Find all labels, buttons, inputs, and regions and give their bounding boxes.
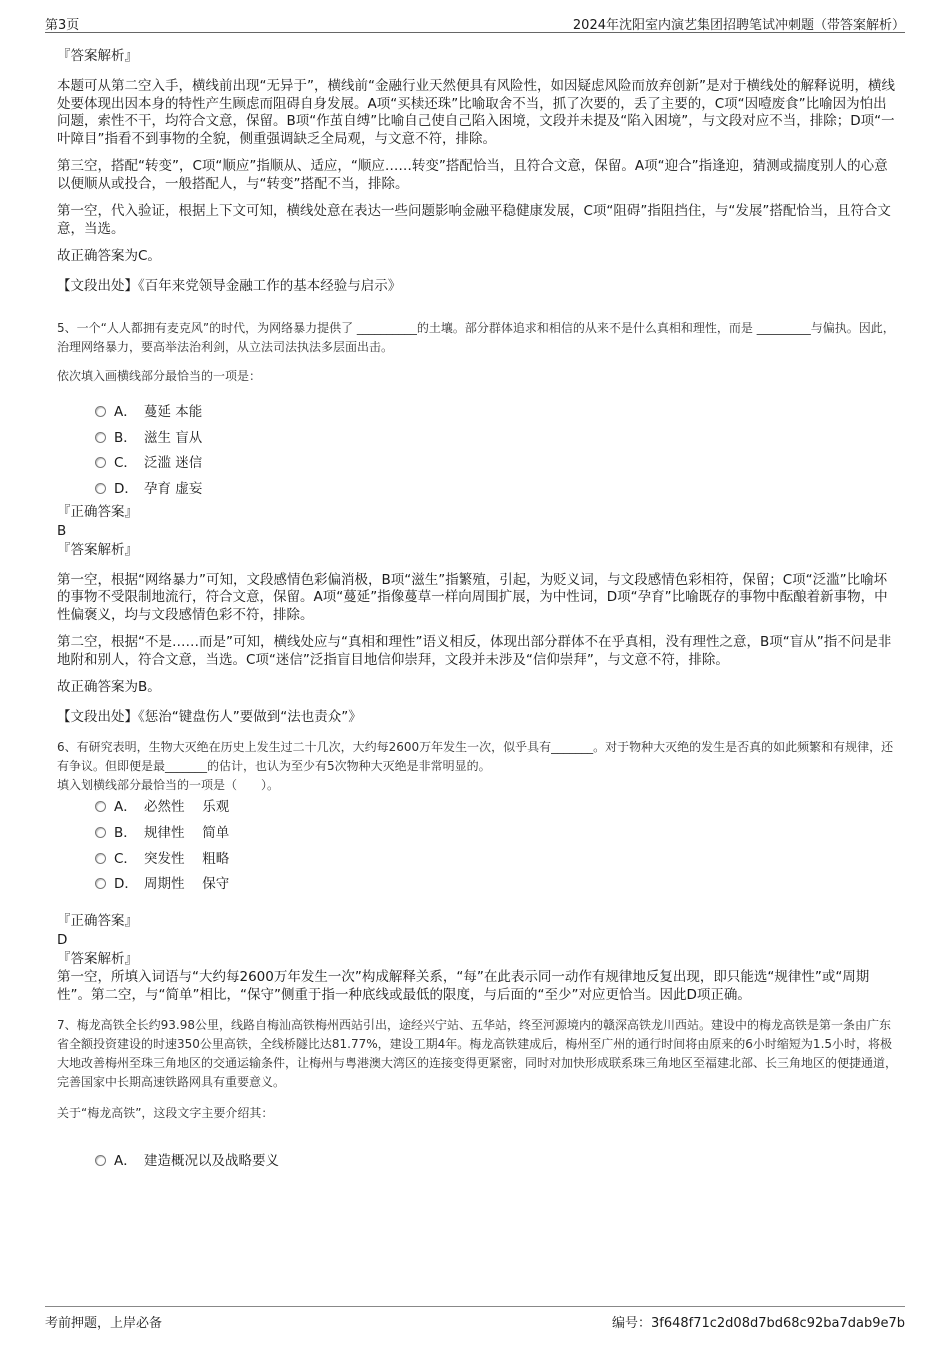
document-title: 2024年沈阳室内演艺集团招聘笔试冲刺题（带答案解析） [572,18,905,33]
radio-icon[interactable] [95,483,106,494]
radio-icon[interactable] [95,801,106,812]
radio-icon[interactable] [95,853,106,864]
q4-conclusion: 故正确答案为C。 [57,248,161,264]
q7-prompt: 关于“梅龙高铁”，这段文字主要介绍其： [57,1106,274,1120]
q6-answer-label: 『正确答案』 [57,913,138,929]
q4-analysis-label: 『答案解析』 [57,48,138,64]
q5-answer: B [57,522,67,539]
q5-option-d[interactable]: D． 孕育 虚妄 [95,477,898,503]
q4-analysis-para3: 第一空，代入验证，根据上下文可知，横线处意在表达一些问题影响金融平稳健康发展，C项“阻碍”指阻挡住，与“发展”搭配恰当，且符合文意，当选。 [57,203,891,237]
page-footer [45,1306,905,1329]
q6-option-b[interactable]: B． 规律性 简单 [95,821,898,847]
q6-analysis-label: 『答案解析』 [57,951,138,967]
q5-answer-label: 『正确答案』 [57,503,138,520]
q7-options [95,1149,898,1175]
q7-option-a[interactable]: A． 建造概况以及战略要义 [95,1149,898,1175]
radio-icon[interactable] [95,406,106,417]
footer-slogan: 考前押题，上岸必备 [45,1316,163,1331]
q5-option-b[interactable]: B． 滋生 盲从 [95,426,898,452]
q4-source: 【文段出处】《百年来党领导金融工作的基本经验与启示》 [57,277,402,294]
q4-analysis-para2: 第三空，搭配“转变”，C项“顺应”指顺从、适应，“顺应……转变”搭配恰当，且符合文意，保留。A项“迎合”指逢迎，猜测或揣度别人的心意以便顺从或投合，一般搭配人，与“转变”搭配不当，排除。 [57,158,888,192]
page-content [57,47,898,1175]
radio-icon[interactable] [95,1155,106,1166]
radio-icon[interactable] [95,457,106,468]
page-header [45,10,905,33]
q5-analysis-label: 『答案解析』 [57,541,138,558]
q5-stem: 5、一个“人人都拥有麦克风”的时代，为网络暴力提供了 __________的土壤。部分群体追求和相信的从来不是什么真相和理性，而是 _________与偏执。因此，治理网络暴力，要高举法治利剑，从立法司法执法多层面出击。 [57,321,895,354]
q5-prompt: 依次填入画横线部分最恰当的一项是： [57,369,262,383]
q6-prompt: 填入划横线部分最恰当的一项是（ ）。 [57,778,280,793]
q6-stem: 6、有研究表明，生物大灭绝在历史上发生过二十几次，大约每2600万年发生一次，似乎具有_______。对于物种大灭绝的发生是否真的如此频繁和有规律，还有争议。但即便是最_______的估计，也认为至少有5次物种大灭绝是非常明显的。 [57,740,894,774]
footer-id: 编号：3f648f71c2d08d7bd68c92ba7dab9e7b [611,1316,905,1331]
q6-analysis: 第一空，所填入词语与“大约每2600万年发生一次”构成解释关系，“每”在此表示同一动作有规律地反复出现，即只能选“规律性”或“周期性”。第二空，与“简单”相比，“保守”侧重于指一种底线或最低的限度，与后面的“至少”对应更恰当。因此D项正确。 [57,969,870,1003]
q7-stem: 7、梅龙高铁全长约93.98公里，线路自梅汕高铁梅州西站引出，途经兴宁站、五华站，终至河源境内的赣深高铁龙川西站。建设中的梅龙高铁是第一条由广东省全额投资建设的时速350公里高铁，全线桥隧比达81.77%，建设工期4年。梅龙高铁建成后，梅州至广州的通行时间将由原来的6小时缩短为1.5小时，将极大地改善梅州至珠三角地区的交通运输条件，让梅州与粤港澳大湾区的连接变得更紧密，同时对加快形成联系珠三角地区至福建北部、长三角地区的便捷通道，完善国家中长期高速铁路网具有重要意义。 [57,1018,898,1089]
q6-options [95,795,898,898]
q5-conclusion: 故正确答案为B。 [57,679,161,696]
q6-answer: D [57,932,68,948]
radio-icon[interactable] [95,432,106,443]
page-number: 第3页 [45,18,80,33]
radio-icon[interactable] [95,827,106,838]
q6-option-c[interactable]: C． 突发性 粗略 [95,847,898,873]
q5-options [95,400,898,503]
q5-source: 【文段出处】《惩治“键盘伤人”要做到“法也责众”》 [57,708,362,725]
q6-option-d[interactable]: D． 周期性 保守 [95,872,898,898]
q4-analysis-para1: 本题可从第二空入手，横线前出现“无异于”，横线前“金融行业天然便具有风险性，如因疑虑风险而放弃创新”是对于横线处的解释说明，横线处要体现出因本身的特性产生顾虑而阻碍自身发展。A项“买椟还珠”比喻取舍不当，抓了次要的，丢了主要的，C项“因噎废食”比喻因为怕出问题，索性不干，均符合文意，保留。B项“作茧自缚”比喻自己使自己陷入困境，文段并未提及“陷入困境”，与文段对应不当，排除；D项“一叶障目”指看不到事物的全貌，侧重强调缺乏全局观，与文意不符，排除。 [57,78,895,147]
radio-icon[interactable] [95,878,106,889]
q5-option-c[interactable]: C． 泛滥 迷信 [95,451,898,477]
q5-analysis-para1: 第一空，根据“网络暴力”可知，文段感情色彩偏消极，B项“滋生”指繁殖，引起，为贬义词，与文段感情色彩相符，保留；C项“泛滥”比喻坏的事物不受限制地流行，符合文意，保留。A项“蔓延”指像蔓草一样向周围扩展，为中性词，D项“孕育”比喻既存的事物中酝酿着新事物，中性偏褒义，均与文段感情色彩不符，排除。 [57,571,888,623]
q5-option-a[interactable]: A． 蔓延 本能 [95,400,898,426]
q5-analysis-para2: 第二空，根据“不是……而是”可知，横线处应与“真相和理性”语义相反，体现出部分群体不在乎真相，没有理性之意，B项“盲从”指不问是非地附和别人，符合文意，当选。C项“迷信”泛指盲目地信仰崇拜，文段并未涉及“信仰崇拜”，与文意不符，排除。 [57,634,892,668]
q6-option-a[interactable]: A． 必然性 乐观 [95,795,898,821]
